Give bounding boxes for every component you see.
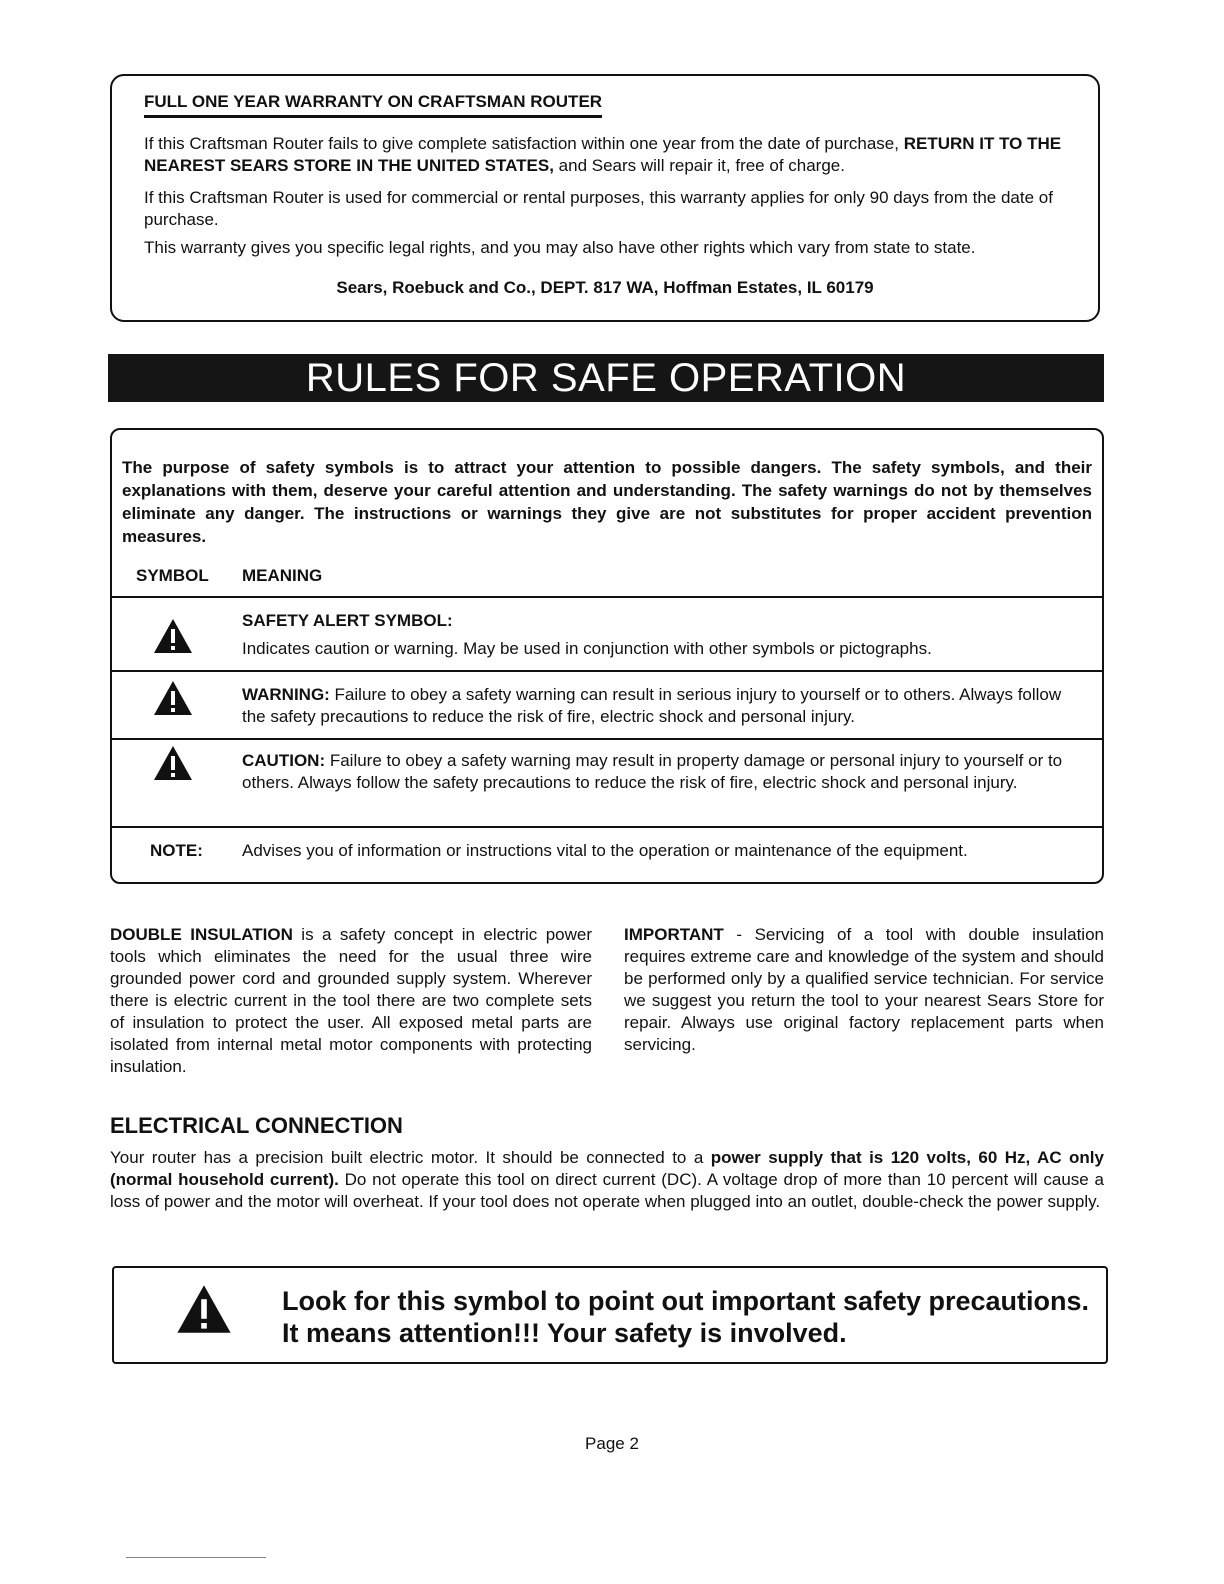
footer-rule <box>126 1557 266 1558</box>
warning-triangle-icon <box>153 745 193 781</box>
note-text: Advises you of information or instructions vital to the operation or maintenance of the equipment. <box>242 841 968 860</box>
warranty-address: Sears, Roebuck and Co., DEPT. 817 WA, Hoffman Estates, IL 60179 <box>336 278 874 297</box>
warning-triangle-icon <box>176 1283 232 1335</box>
electrical-heading: ELECTRICAL CONNECTION <box>110 1113 403 1138</box>
note-label: NOTE: <box>150 841 203 860</box>
warranty-paragraph-1: If this Craftsman Router fails to give complete satisfaction within one year from the date of purchase, RETURN IT TO THE NEAREST SEARS STORE IN THE UNITED STATES, and Sears will repair it, free of charge. <box>144 134 1062 175</box>
divider <box>110 826 1104 828</box>
caution-meaning: CAUTION: Failure to obey a safety warning may result in property damage or personal injury to yourself or to others. Always follow the safety precautions to reduce the risk of fire, electric shock and personal injury. <box>242 751 1063 792</box>
warning-triangle-icon <box>153 618 193 654</box>
column-header-symbol: SYMBOL <box>136 566 209 585</box>
electrical-paragraph: Your router has a precision built electric motor. It should be connected to a power supply that is 120 volts, 60 Hz, AC only (normal household current). Do not operate this tool on direct current (DC). A voltage drop of more than 10 percent will cause a loss of power and the motor will overheat. If your tool does not operate when plugged into an outlet, double-check the power supply. <box>110 1148 1104 1211</box>
double-insulation-paragraph: DOUBLE INSULATION is a safety concept in electric power tools which eliminates the need for the usual three wire grounded power cord and grounded supply system. Wherever there is electric current in the tool there are two complete sets of insulation to protect the user. All exposed metal parts are isolated from internal metal motor components with protecting insulation. <box>110 925 593 1076</box>
warning-triangle-icon <box>153 680 193 716</box>
section-banner: RULES FOR SAFE OPERATION <box>108 354 1104 402</box>
page-number: Page 2 <box>585 1434 639 1453</box>
alert-symbol-text: Indicates caution or warning. May be used in conjunction with other symbols or pictographs. <box>242 639 932 658</box>
warranty-title: FULL ONE YEAR WARRANTY ON CRAFTSMAN ROUTER <box>144 92 602 118</box>
attention-line-2: It means attention!!! Your safety is involved. <box>282 1318 847 1348</box>
attention-line-1: Look for this symbol to point out important safety precautions. <box>282 1286 1090 1316</box>
symbols-intro: The purpose of safety symbols is to attract your attention to possible dangers. The safety symbols, and their explanations with them, deserve your careful attention and understanding. The safety warnings do not by themselves eliminate any danger. The instructions or warnings they give are not substitutes for proper accident prevention measures. <box>122 458 1092 546</box>
important-paragraph: IMPORTANT - Servicing of a tool with double insulation requires extreme care and knowledge of the system and should be performed only by a qualified service technician. For service we suggest you return the tool to your nearest Sears Store for repair. Always use original factory replacement parts when servicing. <box>624 925 1104 1054</box>
warranty-paragraph-2: If this Craftsman Router is used for commercial or rental purposes, this warranty applies for only 90 days from the date of purchase. <box>144 188 1053 229</box>
divider <box>110 670 1104 672</box>
alert-symbol-title: SAFETY ALERT SYMBOL: <box>242 611 453 630</box>
divider <box>110 596 1104 598</box>
column-header-meaning: MEANING <box>242 566 323 585</box>
warning-meaning: WARNING: Failure to obey a safety warning can result in serious injury to yourself or to others. Always follow the safety precautions to reduce the risk of fire, electric shock and personal injury. <box>242 685 1062 726</box>
warranty-paragraph-3: This warranty gives you specific legal rights, and you may also have other rights which vary from state to state. <box>144 238 976 257</box>
divider <box>110 738 1104 740</box>
